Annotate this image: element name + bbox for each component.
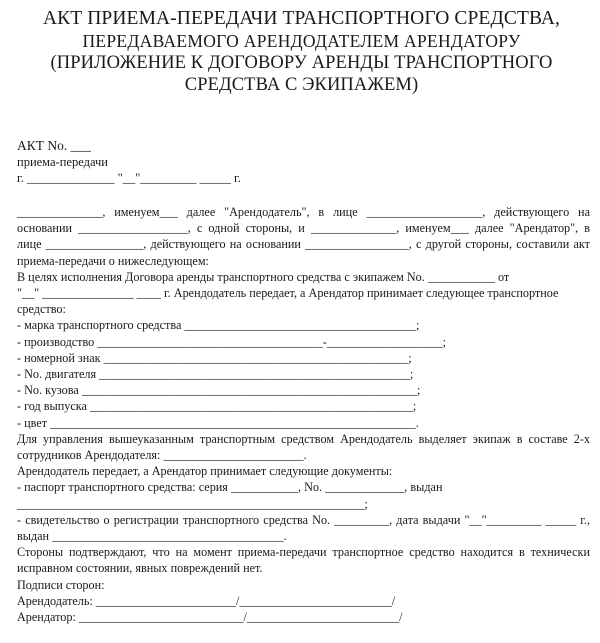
body-line: "__" _______________ ____ г. Арендодатель передает, а Арендатор принимает следующее транспортное	[17, 286, 559, 301]
act-header	[17, 138, 590, 186]
body-line: исправном состоянии, явных повреждений нет.	[17, 561, 263, 576]
body-line: средство:	[17, 302, 66, 317]
body-line: - год выпуска _____________________________________________________;	[17, 399, 417, 414]
title-line-3: (ПРИЛОЖЕНИЕ К ДОГОВОРУ АРЕНДЫ ТРАНСПОРТНОГО	[50, 53, 553, 73]
act-subtitle: приема-передачи	[17, 155, 108, 169]
body-line: - No. кузова _______________________________________________________;	[17, 383, 421, 398]
body-line: - марка транспортного средства ______________________________________;	[17, 318, 420, 333]
body-line: - паспорт транспортного средства: серия ___________, No. _____________, выдан	[17, 480, 443, 495]
body-line: основании __________________, с одной стороны, и ______________, именуем___ далее "Арендатор", в	[17, 221, 590, 236]
body-line: В целях исполнения Договора аренды транспортного средства с экипажем No. ___________ от	[17, 269, 510, 284]
document-title	[13, 8, 590, 96]
body-line: - цвет ____________________________________________________________.	[17, 415, 419, 430]
body-line: Подписи сторон:	[17, 577, 105, 592]
title-line-4: СРЕДСТВА С ЭКИПАЖЕМ)	[184, 75, 419, 95]
body-line: - свидетельство о регистрации транспортного средства No. _________, дата выдачи "__"_________ _____ г.,	[17, 512, 590, 527]
body-line: Арендодатель передает, а Арендатор принимает следующие документы:	[17, 464, 393, 479]
body-line: выдан ______________________________________.	[17, 529, 287, 544]
body-line: ______________, именуем___ далее "Арендодатель", в лице ___________________, действующего на	[17, 205, 590, 219]
act-city-date: г. ______________ "__"_________ _____ г.	[17, 171, 241, 185]
body-line: приема-передачи о нижеследующем:	[17, 253, 209, 268]
signature-landlord: Арендодатель: _______________________/_________________________/	[17, 593, 396, 608]
body-line: Стороны подтверждают, что на момент приема-передачи транспортное средство находится в технически	[17, 545, 590, 560]
body-line: _________________________________________________________;	[17, 496, 368, 511]
title-line-2: ПЕРЕДАВАЕМОГО АРЕНДОДАТЕЛЕМ АРЕНДАТОРУ	[82, 31, 521, 51]
body-line: сотрудников Арендодателя: _______________________.	[17, 448, 307, 463]
body-line: - номерной знак __________________________________________________;	[17, 350, 412, 365]
body-line: лице ________________, действующего на основании _________________, с другой стороны, составили акт	[17, 237, 590, 252]
body-line: - производство _____________________________________-___________________;	[17, 334, 447, 349]
act-body	[17, 204, 590, 625]
title-line-1: АКТ ПРИЕМА-ПЕРЕДАЧИ ТРАНСПОРТНОГО СРЕДСТВА,	[42, 8, 561, 29]
body-line: - No. двигателя ___________________________________________________;	[17, 367, 414, 382]
act-number: АКТ No. ___	[17, 138, 91, 153]
body-line: Для управления вышеуказанным транспортным средством Арендодатель выделяет экипаж в составе 2-х	[17, 431, 590, 446]
signature-tenant: Арендатор: ___________________________/_________________________/	[17, 610, 403, 625]
